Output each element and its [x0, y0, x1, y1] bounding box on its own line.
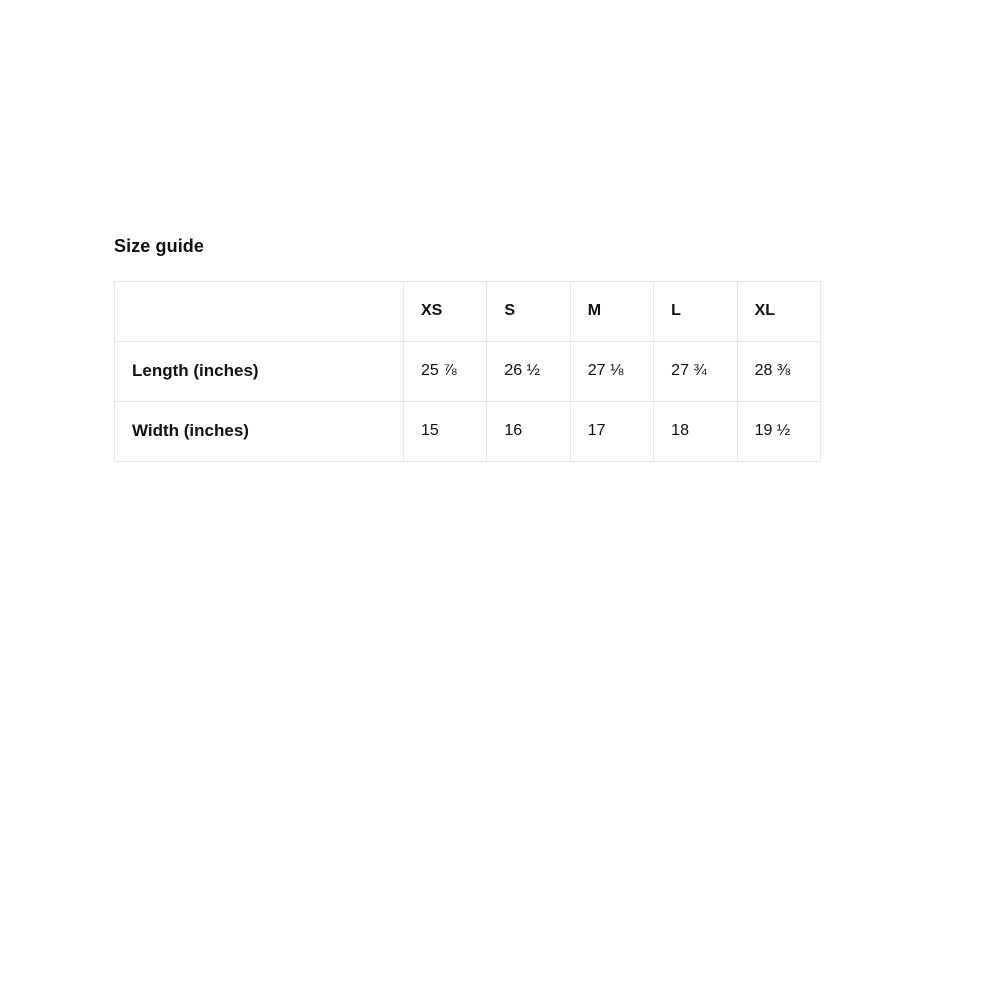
cell-width-xs: 15	[404, 401, 487, 461]
cell-width-xl: 19 ½	[737, 401, 820, 461]
cell-width-s: 16	[487, 401, 570, 461]
column-header-xs: XS	[404, 281, 487, 341]
cell-length-l: 27 ¾	[654, 341, 737, 401]
column-header-xl: XL	[737, 281, 820, 341]
cell-width-m: 17	[570, 401, 653, 461]
table-corner-cell	[115, 281, 404, 341]
table-header-row	[115, 281, 821, 341]
cell-length-m: 27 ⅛	[570, 341, 653, 401]
size-guide-table	[114, 281, 821, 462]
column-header-s: S	[487, 281, 570, 341]
page-title: Size guide	[114, 236, 205, 256]
row-label-width: Width (inches)	[115, 401, 404, 461]
cell-length-s: 26 ½	[487, 341, 570, 401]
cell-length-xs: 25 ⅞	[404, 341, 487, 401]
table-row	[115, 401, 821, 461]
cell-width-l: 18	[654, 401, 737, 461]
row-label-length: Length (inches)	[115, 341, 404, 401]
size-guide-section	[114, 236, 804, 462]
column-header-l: L	[654, 281, 737, 341]
cell-length-xl: 28 ⅜	[737, 341, 820, 401]
column-header-m: M	[570, 281, 653, 341]
table-row	[115, 341, 821, 401]
